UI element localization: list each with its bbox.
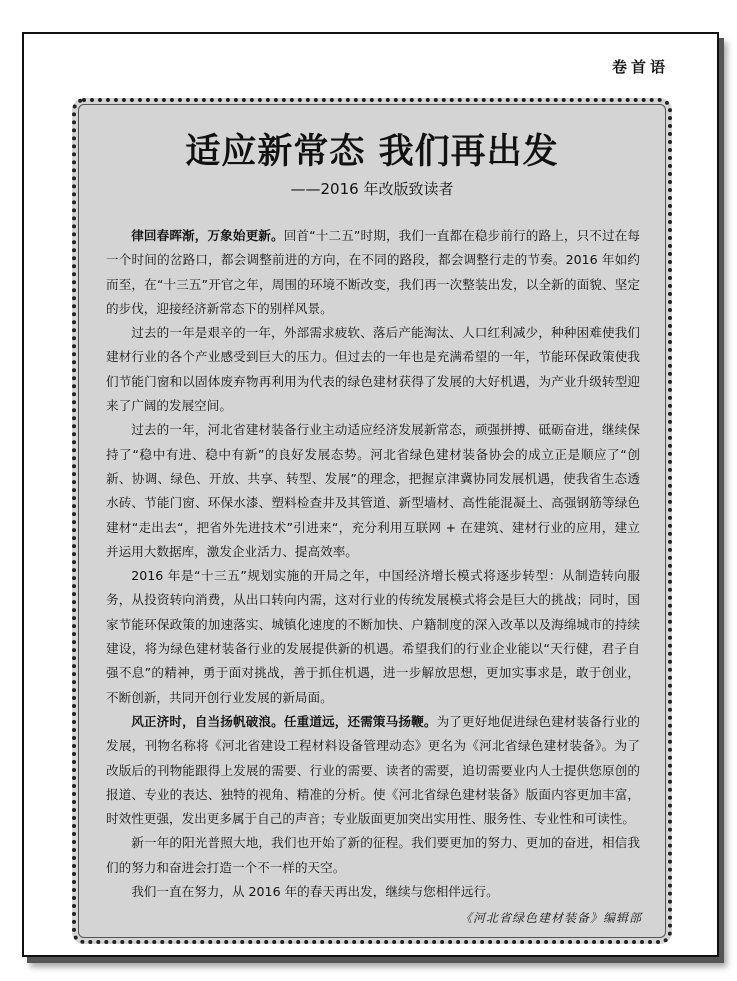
paragraph-text: 过去的一年，河北省建材装备行业主动适应经济发展新常态，顽强拼搏、砥砺奋进，继续保持了“稳中有进、稳中有新”的良好发展态势。河北省绿色建材装备协会的成立正是顺应了“创新、协调、绿色、开放、共享、转型、发展”的理念，把握京津冀协同发展机遇，使我省生态透水砖、节能门窗、环保水漆、塑料检查井及其管道、新型墙材、高性能混凝土、高强钢筋等绿色建材“走出去“，把省外先进技术”引进来“，充分利用互联网 + 在建筑、建材行业的应用，建立并运用大数据库，激发企业活力、提高效率。 xyxy=(106,422,640,559)
paragraph-text: 为了更好地促进绿色建材装备行业的发展，刊物名称将《河北省建设工程材料设备管理动态》更名为《河北省绿色建材装备》。为了改版后的刊物能跟得上发展的需要、行业的需要、读者的需要，追切需要业内人士提供您原创的报道、专业的表达、独特的视角、精准的分析。使《河北省绿色建材装备》版面内容更加丰富，时效性更强，发出更多属于自己的声音；专业版面更加突出实用性、服务性、专业性和可读性。 xyxy=(106,713,641,827)
paragraph-text: 回首“十二五”时期，我们一直都在稳步前行的路上，只不过在每一个时间的岔路口，都会调整前进的方向，在不同的路段，都会调整行走的节奏。2016 年如约而至，在“十三五”开官之年，周围的环境不断改变，我们再一次整装出发，以全新的面貌、坚定的步伐，迎接经济新常态下的别样风景。 xyxy=(106,228,640,316)
article-title: 适应新常态 我们再出发 xyxy=(185,132,559,172)
section-label: 卷首语 xyxy=(611,58,669,76)
paragraph-lead: 律回春晖渐，万象始更新。 xyxy=(131,228,284,243)
paragraph xyxy=(106,880,640,904)
paragraph-text: 我们一直在努力，从 2016 年的春天再出发，继续与您相伴远行。 xyxy=(131,884,499,900)
paragraph-lead: 风正济时，自当扬帆破浪。任重道远，还需策马扬鞭。 xyxy=(131,713,437,729)
paragraph xyxy=(106,710,640,831)
editorial-signature: 《河北省绿色建材装备》编辑部 xyxy=(459,911,642,925)
paragraph-text: 过去的一年是艰辛的一年，外部需求疲软、落后产能淘汰、人口红利减少，种种困难使我们建材行业的各个产业感受到巨大的压力。但过去的一年也是充满希望的一年，节能环保政策使我们节能门窗和以固体废弃物再利用为代表的绿色建材获得了发展的大好机遇，为产业升级转型迎来了广阔的发展空间。 xyxy=(106,325,640,414)
paragraph xyxy=(106,418,640,564)
paragraph xyxy=(106,321,640,418)
paragraph xyxy=(106,831,640,880)
paragraph-text: 新一年的阳光普照大地，我们也开始了新的征程。我们要更加的努力、更加的奋进，相信我们的努力和奋进会打造一个不一样的天空。 xyxy=(106,835,640,875)
paragraph xyxy=(106,224,640,321)
paragraph-text: 2016 年是“十三五”规划实施的开局之年，中国经济增长模式将逐步转型：从制造转向服务，从投资转向消费，从出口转向内需，这对行业的传统发展模式将会是巨大的挑战；同时，国家节能环保政策的加速落实、城镇化速度的不断加快、户籍制度的深入改革以及海绵城市的持续建设，将为绿色建材装备行业的发展提供新的机遇。希望我们的行业企业能以“天行健，君子自强不息”的精神，勇于面对挑战，善于抓住机遇，进一步解放思想，更加实事求是，敢于创业，不断创新，共同开创行业发展的新局面。 xyxy=(106,568,640,705)
article-body xyxy=(106,224,640,904)
paragraph xyxy=(106,564,640,710)
article-panel xyxy=(72,98,672,944)
page-frame xyxy=(22,32,719,957)
article-subtitle: ——2016 年改版致读者 xyxy=(290,180,454,198)
